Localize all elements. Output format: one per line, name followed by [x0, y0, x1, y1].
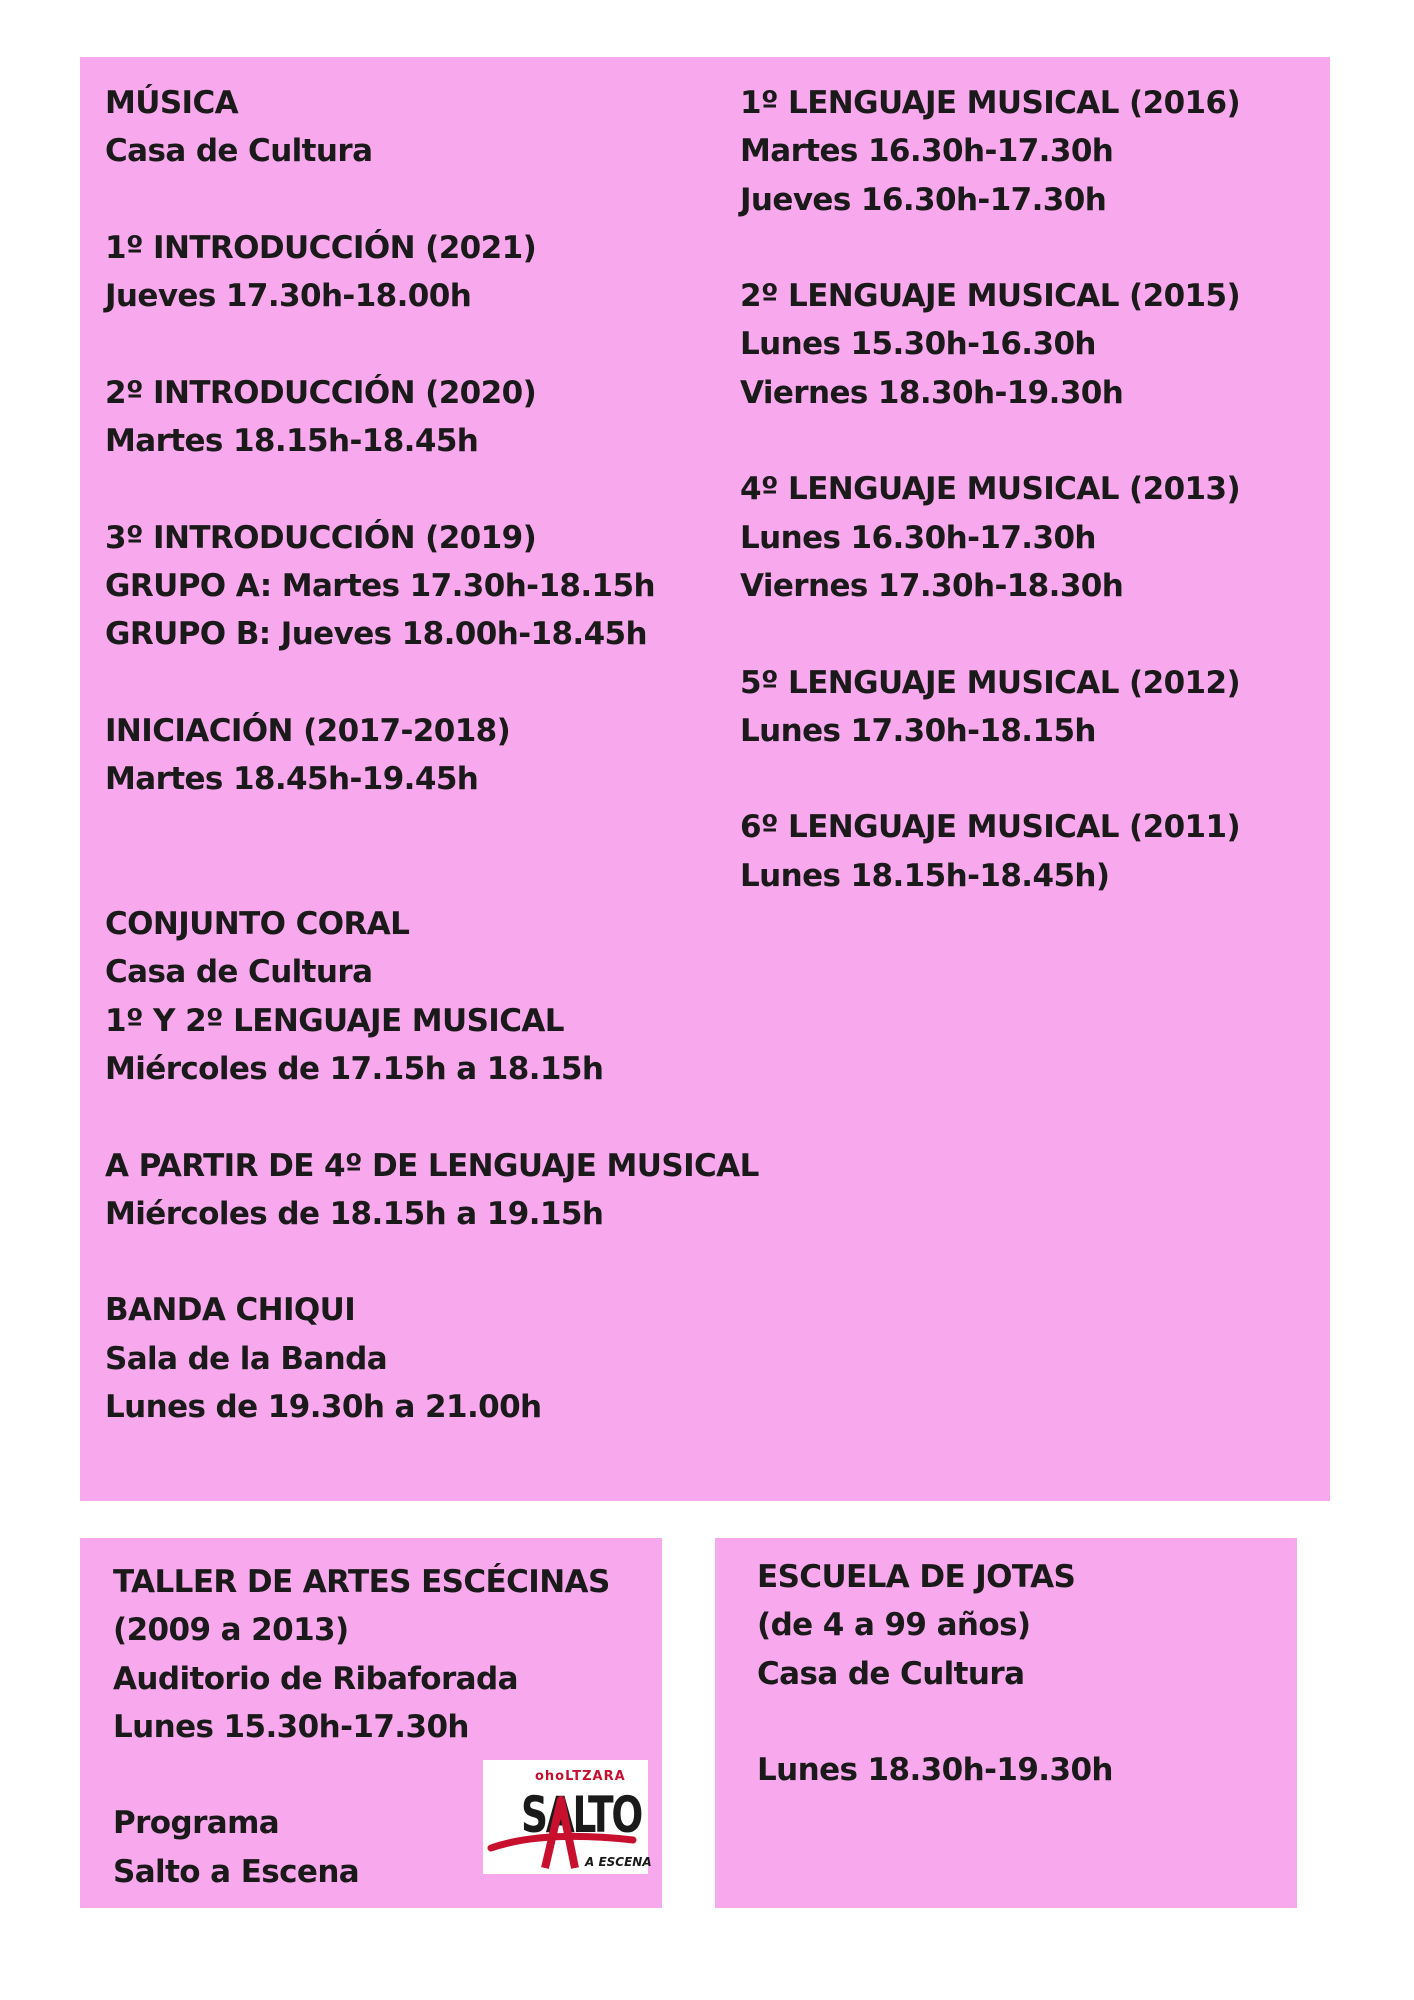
schedule-line: 4º LENGUAJE MUSICAL (2013)	[740, 471, 1241, 508]
music-schedule-box	[80, 57, 1330, 1501]
schedule-line: Martes 16.30h-17.30h	[740, 133, 1114, 170]
jotas-box	[715, 1538, 1297, 1908]
blank-line	[105, 1238, 759, 1286]
blank-line	[105, 320, 759, 368]
taller-line: Salto a Escena	[113, 1853, 360, 1890]
blank-line	[105, 803, 759, 851]
schedule-line: Miércoles de 17.15h a 18.15h	[105, 1050, 604, 1087]
jotas-line: ESCUELA DE JOTAS	[757, 1559, 1076, 1595]
schedule-line: 1º INTRODUCCIÓN (2021)	[105, 229, 537, 266]
schedule-line: GRUPO B: Jueves 18.00h-18.45h	[105, 616, 647, 653]
schedule-line: 1º Y 2º LENGUAJE MUSICAL	[105, 1002, 564, 1039]
jotas-line: Lunes 18.30h-19.30h	[757, 1752, 1113, 1789]
logo-bottom-text: A ESCENA	[585, 1855, 652, 1869]
schedule-line: BANDA CHIQUI	[105, 1292, 356, 1329]
schedule-line: Casa de Cultura	[105, 133, 373, 170]
schedule-line: MÚSICA	[105, 85, 239, 121]
logo-main-text: SALTO	[521, 1786, 642, 1844]
taller-line: Lunes 15.30h-17.30h	[113, 1708, 469, 1745]
salto-a-escena-logo	[483, 1760, 652, 1874]
right-column	[740, 79, 1240, 900]
blank-line	[105, 1093, 759, 1141]
schedule-line: A PARTIR DE 4º DE LENGUAJE MUSICAL	[105, 1147, 759, 1184]
logo-top-text: ohoLTZARA	[535, 1769, 626, 1784]
taller-line: Programa	[113, 1805, 280, 1842]
schedule-line: 2º INTRODUCCIÓN (2020)	[105, 374, 537, 411]
schedule-line: Jueves 16.30h-17.30h	[740, 181, 1107, 218]
schedule-line: 3º INTRODUCCIÓN (2019)	[105, 519, 537, 556]
schedule-line: 1º LENGUAJE MUSICAL (2016)	[740, 85, 1241, 121]
blank-line	[757, 1698, 1113, 1746]
jotas-text	[757, 1553, 1113, 1794]
schedule-line: Viernes 17.30h-18.30h	[740, 567, 1124, 604]
schedule-line: Viernes 18.30h-19.30h	[740, 374, 1124, 411]
blank-line	[105, 176, 759, 224]
schedule-line: Sala de la Banda	[105, 1340, 388, 1377]
schedule-line: 5º LENGUAJE MUSICAL (2012)	[740, 664, 1241, 701]
schedule-line: Martes 18.45h-19.45h	[105, 761, 479, 798]
blank-line	[740, 417, 1240, 465]
jotas-line: Casa de Cultura	[757, 1655, 1025, 1692]
taller-line: (2009 a 2013)	[113, 1612, 349, 1649]
taller-line: Auditorio de Ribaforada	[113, 1660, 518, 1697]
blank-line	[105, 465, 759, 513]
jotas-line: (de 4 a 99 años)	[757, 1607, 1031, 1644]
blank-line	[740, 224, 1240, 272]
schedule-line: Martes 18.15h-18.45h	[105, 423, 479, 460]
schedule-line: 2º LENGUAJE MUSICAL (2015)	[740, 278, 1241, 315]
schedule-line: GRUPO A: Martes 17.30h-18.15h	[105, 567, 655, 604]
schedule-line: CONJUNTO CORAL	[105, 906, 410, 943]
blank-line	[740, 610, 1240, 658]
schedule-line: Casa de Cultura	[105, 954, 373, 991]
left-column	[105, 79, 759, 1431]
taller-line: TALLER DE ARTES ESCÉCINAS	[113, 1564, 610, 1600]
schedule-line: Jueves 17.30h-18.00h	[105, 278, 472, 315]
schedule-line: Lunes 18.15h-18.45h)	[740, 857, 1110, 894]
schedule-line: Lunes 16.30h-17.30h	[740, 519, 1096, 556]
schedule-line: Lunes 17.30h-18.15h	[740, 712, 1096, 749]
schedule-line: 6º LENGUAJE MUSICAL (2011)	[740, 809, 1241, 846]
schedule-line: Lunes 15.30h-16.30h	[740, 326, 1096, 363]
blank-line	[740, 755, 1240, 803]
schedule-line: Miércoles de 18.15h a 19.15h	[105, 1195, 604, 1232]
schedule-line: INICIACIÓN (2017-2018)	[105, 712, 511, 749]
blank-line	[105, 852, 759, 900]
blank-line	[105, 659, 759, 707]
schedule-line: Lunes de 19.30h a 21.00h	[105, 1389, 542, 1426]
